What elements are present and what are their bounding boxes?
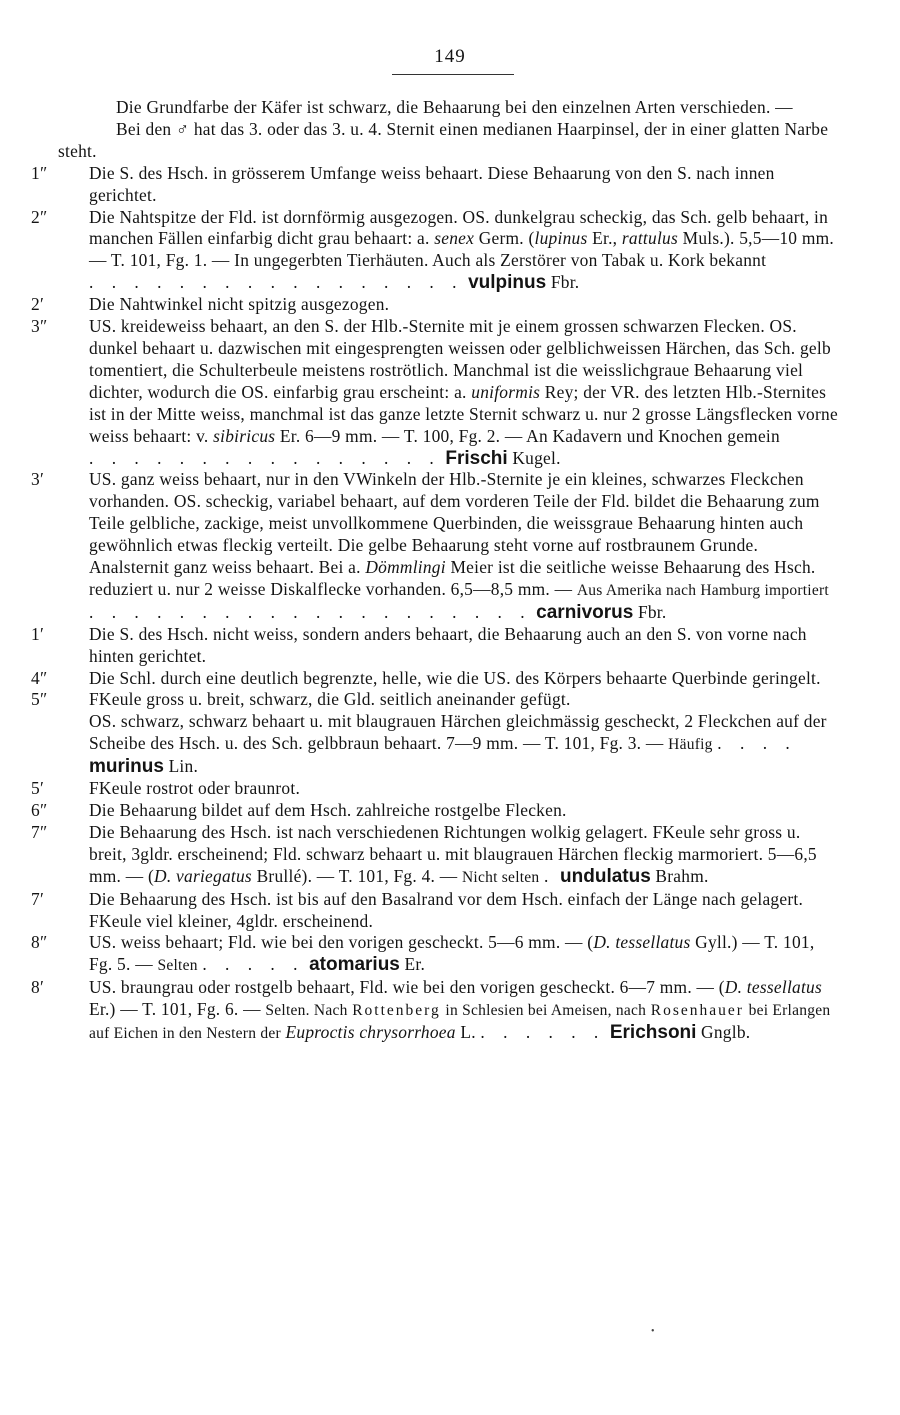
key-number: 4″ <box>31 667 48 688</box>
key-entry-7b <box>31 888 841 933</box>
synonym-name: sibiricus <box>213 425 276 446</box>
note-text: Selten. Nach <box>265 1002 348 1020</box>
key-entry-2a <box>31 206 841 295</box>
entry-text: Rey; der VR. des letzten Hlb.-Sternites ist in der Mitte weiss, manchmal ist das ganze letzte Sternit schwarz u. nur 2 grosse Längsflecken vorne weiss behaart: v. <box>89 381 838 446</box>
collector-name: Rosenhauer <box>650 1002 744 1020</box>
key-entry-2b <box>31 294 841 316</box>
page-number: 149 <box>434 46 466 67</box>
leader-dots: . . . . . . . . . . . . . . . . . <box>89 272 464 293</box>
key-entry-3b <box>31 469 841 623</box>
synonym-name: D. tessellatus <box>724 977 823 998</box>
key-number: 5′ <box>31 778 44 799</box>
note-text: Aus Amerika nach Hamburg importiert <box>576 581 829 599</box>
species-author: Gnglb. <box>701 1022 751 1043</box>
leader-dots: . . . . . . . . . . . . . . . . <box>89 447 441 468</box>
key-number: 1″ <box>31 162 48 183</box>
key-entry-6a <box>31 800 841 822</box>
entry-text: FKeule gross u. breit, schwarz, die Gld. seitlich aneinander gefügt. <box>89 689 571 710</box>
print-speck: • <box>651 1326 655 1337</box>
header-rule <box>392 74 514 75</box>
key-number: 2″ <box>31 206 48 227</box>
species-name: atomarius <box>309 954 400 976</box>
entry-text: Meier ist die seitliche weisse Behaarung des Hsch. reduziert u. nur 2 weisse Diskalflecke vorhanden. 6,5—8,5 mm. — <box>89 557 816 599</box>
key-number: 8″ <box>31 932 48 953</box>
intro-paragraph-1: Die Grundfarbe der Käfer ist schwarz, die Behaarung bei den einzelnen Arten verschieden. — <box>116 97 793 117</box>
note-text: Nicht selten <box>461 868 540 886</box>
entry-text: Die Schl. durch eine deutlich begrenzte, helle, wie die US. des Körpers behaarte Querbinde geringelt. <box>89 667 821 688</box>
species-name: undulatus <box>560 865 651 887</box>
entry-text: US. kreideweiss behaart, an den S. der Hlb.-Sternite mit je einem grossen schwarzen Flecken. OS. dunkel behaart u. dazwischen mit eingesprengten weissen oder gelblichweissen Härchen, das Sch. gelb tomentiert, die Schulterbeule meistens roströtlich. Manchmal ist die weisslichgraue Behaarung viel dichter, wodurch die OS. einfarbig grau erscheint: a. <box>89 316 831 402</box>
entry-text: Die S. des Hsch. in grösserem Umfange weiss behaart. Diese Behaarung von den S. nach innen gerichtet. <box>89 162 775 205</box>
note-text: Selten <box>157 957 198 975</box>
key-entry-4a <box>31 667 841 690</box>
species-author: Kugel. <box>512 447 561 468</box>
leader-dots: . <box>544 865 556 886</box>
key-number: 3′ <box>31 469 44 490</box>
entry-text: Die S. des Hsch. nicht weiss, sondern anders behaart, die Behaarung auch an den S. von vorne nach hinten gerichtet. <box>89 623 807 666</box>
key-number: 6″ <box>31 800 48 820</box>
species-name: murinus <box>89 756 164 778</box>
entry-text: US. weiss behaart; Fld. wie bei den vorigen gescheckt. 5—6 mm. — ( <box>89 932 594 953</box>
species-name: carnivorus <box>536 601 634 623</box>
entry-text: Brullé). — T. 101, Fg. 4. — <box>256 865 458 886</box>
key-entry-1b <box>31 623 841 668</box>
key-entry-5a <box>31 689 841 778</box>
page-body <box>31 97 841 1045</box>
note-text: bei Erlangen auf Eichen in den Nestern der <box>89 1002 831 1043</box>
species-author: Fbr. <box>637 601 667 622</box>
note-text: Häufig <box>668 736 713 754</box>
collector-name: Rottenberg <box>352 1002 441 1020</box>
entry-text: Er.) — T. 101, Fg. 6. — <box>89 999 261 1020</box>
key-number: 5″ <box>31 689 48 710</box>
entry-text: L. <box>460 1022 476 1043</box>
note-text: in Schlesien bei Ameisen, nach <box>445 1002 647 1020</box>
synonym-name: uniformis <box>471 381 541 402</box>
species-author: Lin. <box>168 756 199 777</box>
synonym-name: Dömmlingi <box>365 557 446 578</box>
leader-dots: . . . . . . . . . . . . . . . . . . . . <box>89 601 532 622</box>
entry-text: US. braungrau oder rostgelb behaart, Fld. wie bei den vorigen gescheckt. 6—7 mm. — ( <box>89 977 725 998</box>
entry-text: Die Nahtwinkel nicht spitzig ausgezogen. <box>89 294 390 315</box>
key-number: 7′ <box>31 888 44 909</box>
entry-text: OS. schwarz, schwarz behaart u. mit blaugrauen Härchen gleichmässig gescheckt, 2 Fleckchen auf der Scheibe des Hsch. u. des Sch. gelbbraun behaart. 7—9 mm. — T. 101, Fg. 3. — <box>89 711 827 754</box>
species-author: Brahm. <box>655 865 709 886</box>
species-author: Fbr. <box>550 272 580 293</box>
leader-dots: . . . . . <box>202 954 305 975</box>
key-entry-8a <box>31 932 841 977</box>
entry-text: Gyll.) — T. 101, Fg. 5. — <box>89 932 815 975</box>
synonym-name: senex <box>434 228 475 249</box>
entry-text: Die Nahtspitze der Fld. ist dornförmig ausgezogen. OS. dunkelgrau scheckig, das Sch. gelb behaart, in manchen Fällen einfarbig dicht grau behaart: a. <box>89 206 829 249</box>
entry-text: Germ. ( <box>478 228 535 249</box>
species-name: Erichsoni <box>609 1022 697 1044</box>
species-name: vulpinus <box>468 272 547 294</box>
entry-text: Er., <box>592 228 618 249</box>
synonym-name: lupinus <box>534 228 588 249</box>
entry-text: US. ganz weiss behaart, nur in den VWinkeln der Hlb.-Sternite je ein kleines, schwarzes Fleckchen vorhanden. OS. scheckig, variabel behaart, auf dem vorderen Teile der Fld. bildet die Behaarung zum Teile gelbliche, zackige, meist unvollkommene Querbinden, die weissgraue Behaarung hinten auch gewöhnlich etwas fleckig verteilt. Die gelbe Behaarung steht vorne auf rostbraunem Grunde. Analsternit ganz weiss behaart. Bei a. <box>89 469 820 578</box>
entry-text: Die Behaarung bildet auf dem Hsch. zahlreiche rostgelbe Flecken. <box>89 800 567 820</box>
species-author: Er. <box>404 954 426 975</box>
synonym-name: D. tessellatus <box>593 932 691 953</box>
key-entry-1a <box>31 162 841 207</box>
entry-text: Er. 6—9 mm. — T. 100, Fg. 2. — An Kadavern und Knochen gemein <box>279 425 780 446</box>
synonym-name: Euproctis chrysorrhoea <box>285 1022 456 1043</box>
key-entry-7a <box>31 821 841 889</box>
key-entry-8b <box>31 977 841 1045</box>
key-number: 7″ <box>31 821 48 842</box>
key-number: 1′ <box>31 623 44 644</box>
key-number: 8′ <box>31 977 44 998</box>
leader-dots: . . . . <box>717 733 797 754</box>
leader-dots: . . . . . . <box>480 1022 606 1043</box>
key-entry-3a <box>31 316 841 469</box>
entry-text: Muls.). 5,5—10 mm. — T. 101, Fg. 1. — In ungegerbten Tierhäuten. Auch als Zerstörer von Tabak u. Kork bekannt <box>89 228 834 271</box>
intro-paragraph-2: Bei den ♂ hat das 3. oder das 3. u. 4. Sternit einen medianen Haarpinsel, der in einer glatten Narbe steht. <box>58 118 829 161</box>
entry-text: Die Behaarung des Hsch. ist bis auf den Basalrand vor dem Hsch. einfach der Länge nach gelagert. FKeule viel kleiner, 4gldr. erscheinend. <box>89 888 804 931</box>
species-name: Frischi <box>445 447 508 469</box>
key-entry-5b <box>31 778 841 800</box>
synonym-name: rattulus <box>621 228 678 249</box>
synonym-name: D. variegatus <box>154 865 252 886</box>
entry-text: FKeule rostrot oder braunrot. <box>89 778 301 799</box>
key-number: 2′ <box>31 294 44 315</box>
entry-text: Die Behaarung des Hsch. ist nach verschiedenen Richtungen wolkig gelagert. FKeule sehr gross u. breit, 3gldr. erscheinend; Fld. schwarz behaart u. mit blaugrauen Härchen fleckig marmoriert. 5—6,5 mm. — ( <box>89 821 817 886</box>
key-number: 3″ <box>31 316 48 337</box>
